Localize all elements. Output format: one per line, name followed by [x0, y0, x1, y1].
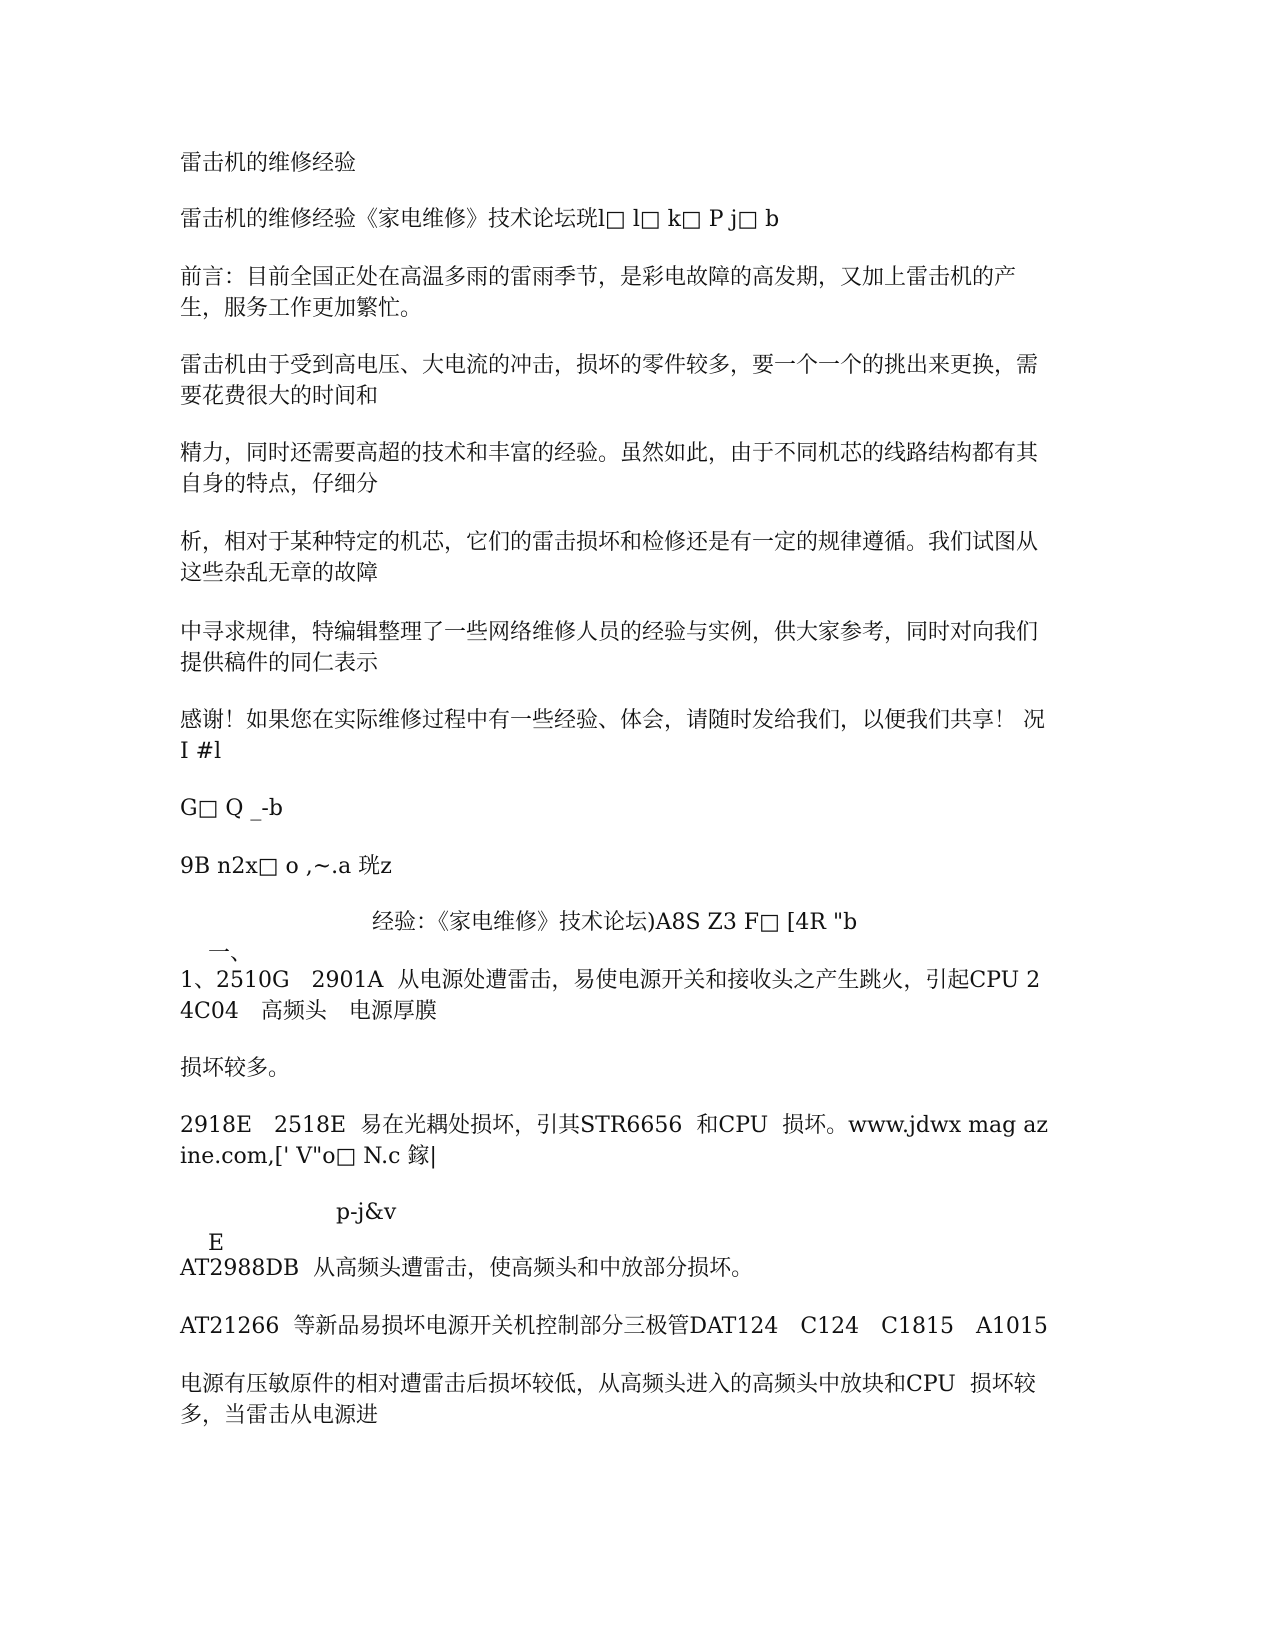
paragraph-8: G□ Q _-b — [180, 796, 283, 821]
paragraph-5: 析，相对于某种特定的机芯，它们的雷击损坏和检修还是有一定的规律遵循。我们试图从这些杂乱无章的故障 — [180, 530, 1039, 586]
paragraph-16: AT21266 等新品易损坏电源开关机控制部分三极管DAT124 C124 C1815 A1015 — [180, 1314, 1048, 1339]
paragraph-14-right: p-j&v — [336, 1200, 397, 1225]
paragraph-13: 2918E 2518E 易在光耦处损坏，引其STR6656 和CPU 损坏。www.jdwx mag azine.com,[' V"o□ N.c 鎵| — [180, 1113, 1048, 1169]
paragraph-11: 1、2510G 2901A 从电源处遭雷击，易使电源开关和接收头之产生跳火，引起CPU 24C04 高频头 电源厚膜 — [180, 968, 1041, 1024]
paragraph-1: 雷击机的维修经验《家电维修》技术论坛珖l□ l□ k□ P j□ b — [180, 207, 780, 232]
paragraph-9: 9B n2x□ o ,~.a 珖z — [180, 854, 392, 879]
paragraph-4: 精力，同时还需要高超的技术和丰富的经验。虽然如此，由于不同机芯的线路结构都有其自身的特点，仔细分 — [180, 441, 1039, 497]
section-heading-text: 经验：《家电维修》技术论坛)A8S Z3 F□ [4R "b — [372, 910, 858, 935]
paragraph-7: 感谢！如果您在实际维修过程中有一些经验、体会，请随时发给我们，以便我们共享！ 况I #l — [180, 708, 1045, 764]
paragraph-17: 电源有压敏原件的相对遭雷击后损坏较低，从高频头进入的高频头中放块和CPU 损坏较多，当雷击从电源进 — [180, 1372, 1036, 1428]
section-number: 一、 — [207, 941, 252, 966]
paragraph-3: 雷击机由于受到高电压、大电流的冲击，损坏的零件较多，要一个一个的挑出来更换，需要花费很大的时间和 — [180, 353, 1039, 409]
paragraph-12: 损坏较多。 — [180, 1056, 291, 1081]
paragraph-6: 中寻求规律，特编辑整理了一些网络维修人员的经验与实例，供大家参考，同时对向我们提供稿件的同仁表示 — [180, 620, 1039, 676]
paragraph-2: 前言：目前全国正处在高温多雨的雷雨季节，是彩电故障的高发期，又加上雷击机的产生，服务工作更加繁忙。 — [180, 265, 1017, 321]
paragraph-14-left: E — [207, 1231, 225, 1256]
paragraph-15: AT2988DB 从高频头遭雷击，使高频头和中放部分损坏。 — [180, 1256, 754, 1281]
document-title: 雷击机的维修经验 — [180, 151, 357, 176]
